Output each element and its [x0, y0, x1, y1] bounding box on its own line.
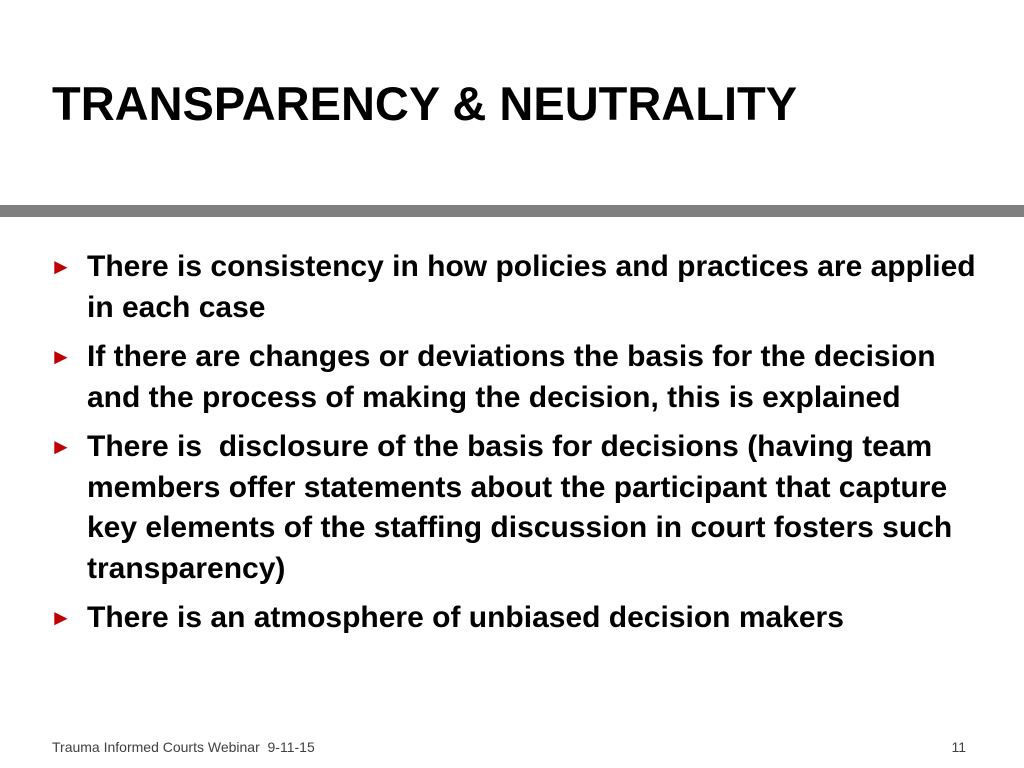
bullet-item	[50, 598, 990, 639]
page-number: 11	[951, 739, 966, 755]
bullet-arrow-icon: ►	[50, 605, 72, 630]
bullet-list	[50, 247, 990, 648]
bullet-text: There is consistency in how policies and practices are applied in each case	[87, 250, 976, 324]
bullet-item	[50, 337, 990, 418]
title-divider	[0, 205, 1024, 217]
bullet-arrow-icon: ►	[50, 344, 72, 369]
footer-text: Trauma Informed Courts Webinar 9-11-15	[52, 739, 315, 755]
bullet-text: There is disclosure of the basis for decisions (having team members offer statements about the participant that capture key elements of the staffing discussion in court fosters such transparency)	[87, 430, 961, 585]
bullet-text: If there are changes or deviations the basis for the decision and the process of making the decision, this is explained	[87, 340, 936, 414]
bullet-arrow-icon: ►	[50, 434, 72, 459]
bullet-item	[50, 427, 990, 589]
bullet-arrow-icon: ►	[50, 254, 72, 279]
slide-title: TRANSPARENCY & NEUTRALITY	[52, 77, 798, 130]
bullet-item	[50, 247, 990, 328]
bullet-text: There is an atmosphere of unbiased decision makers	[87, 601, 844, 634]
